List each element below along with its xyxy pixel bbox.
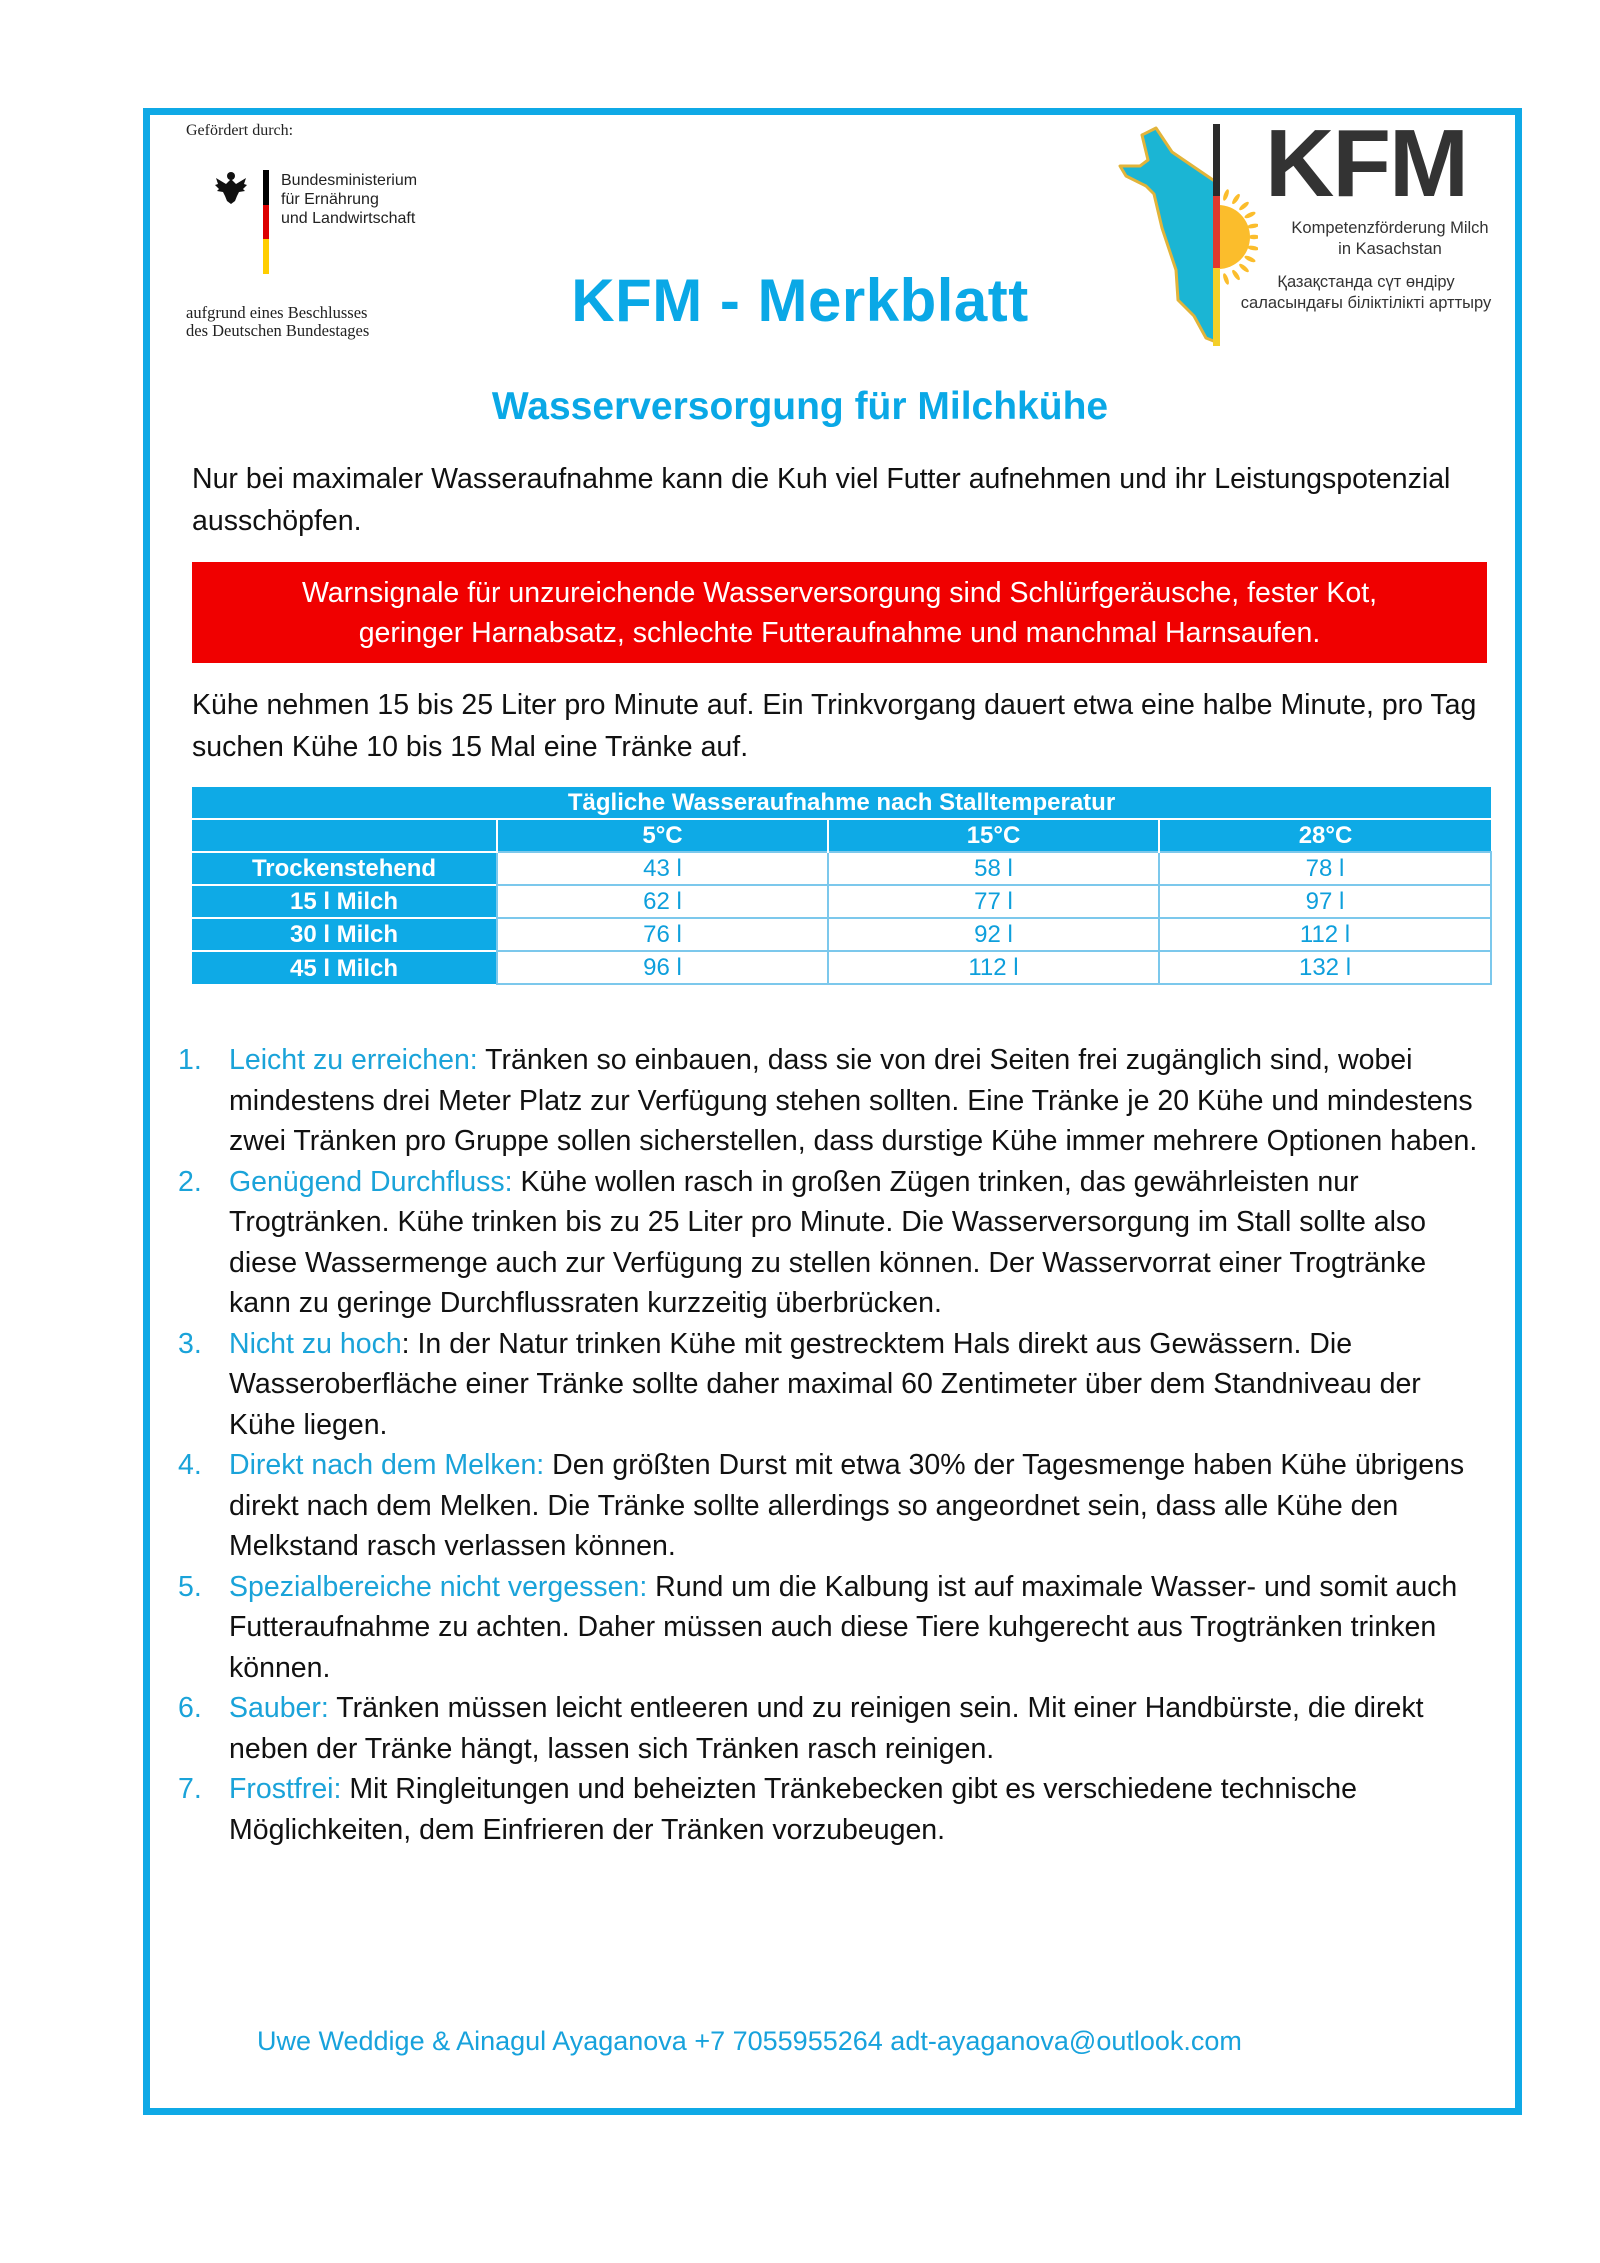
row-label: 15 l Milch: [192, 885, 497, 918]
row-label: 30 l Milch: [192, 918, 497, 951]
table-cell: 97 l: [1159, 885, 1491, 918]
table-row: [192, 885, 1491, 918]
kfm-subtitle-line: Қазақстанда сүт өндіру: [1277, 273, 1455, 291]
tip-heading: Frostfrei:: [229, 1773, 342, 1805]
tip-text: Den größten Durst mit etwa 30% der Tagesmenge haben Kühe übrigens direkt nach dem Melken. Die Tränke sollte allerdings so angeordnet sein, dass alle Kühe den Melkstand rasch verlassen können.: [229, 1449, 1465, 1562]
table-row: [192, 918, 1491, 951]
list-item: [178, 1567, 1478, 1689]
list-item: [178, 1040, 1478, 1162]
list-item: [178, 1688, 1478, 1769]
table-cell: 58 l: [828, 852, 1159, 885]
tip-text: Mit Ringleitungen und beheizten Tränkebecken gibt es verschiedene technische Möglichkeiten, dem Einfrieren der Tränken vorzubeugen.: [229, 1773, 1358, 1846]
footer-contact: [257, 2026, 1242, 2057]
table-cell: 62 l: [497, 885, 828, 918]
tips-list: [178, 1040, 1478, 1850]
footer-phone[interactable]: +7 7055955264: [694, 2026, 883, 2056]
ministry-line: und Landwirtschaft: [281, 210, 416, 227]
list-number: 5.: [178, 1570, 202, 1603]
table-cell: 96 l: [497, 951, 828, 984]
ministry-line: Bundesministerium: [281, 172, 418, 189]
list-item: [178, 1324, 1478, 1446]
tip-heading: Genügend Durchfluss:: [229, 1165, 513, 1198]
funding-label: Gefördert durch:: [186, 122, 294, 139]
tip-text: Tränken müssen leicht entleeren und zu reinigen sein. Mit einer Handbürste, die direkt neben der Tränke hängt, lassen sich Tränken rasch reinigen.: [229, 1692, 1424, 1765]
tip-heading: Nicht zu hoch: [229, 1327, 402, 1360]
kfm-subtitle-line: Kompetenzförderung Milch: [1291, 219, 1489, 237]
table-cell: 112 l: [828, 951, 1159, 984]
list-number: 7.: [178, 1773, 202, 1805]
tip-heading: Spezialbereiche nicht vergessen:: [229, 1570, 648, 1603]
list-number: 6.: [178, 1692, 202, 1724]
table-cell: 76 l: [497, 918, 828, 951]
table-corner-cell: [192, 819, 497, 852]
row-label: 45 l Milch: [192, 951, 497, 984]
warning-box: [192, 562, 1487, 663]
warning-line: geringer Harnabsatz, schlechte Futteraufnahme und manchmal Harnsaufen.: [358, 617, 1321, 649]
page-subtitle: Wasserversorgung für Milchkühe: [491, 385, 1109, 428]
tip-text: Tränken so einbauen, dass sie von drei Seiten frei zugänglich sind, wobei mindestens drei Meter Platz zur Verfügung stehen sollten. Eine Tränke je 20 Kühe und mindestens zwei Tränken pro Gruppe sollen sicherstellen, dass durstige Kühe immer mehrere Optionen haben.: [229, 1044, 1478, 1157]
tip-separator: [513, 1166, 521, 1198]
tip-separator: [647, 1571, 655, 1603]
water-intake-table: [192, 787, 1492, 985]
column-header: 28°C: [1159, 819, 1491, 852]
federal-eagle-icon: [214, 170, 248, 206]
table-cell: 132 l: [1159, 951, 1491, 984]
tip-text: Rund um die Kalbung ist auf maximale Wasser- und somit auch Futteraufnahme zu achten. Daher müssen auch diese Tiere kuhgerecht aus Trogtränken trinken können.: [229, 1570, 1458, 1684]
list-number: 4.: [178, 1449, 202, 1481]
intro-paragraph: Nur bei maximaler Wasseraufnahme kann die Kuh viel Futter aufnehmen und ihr Leistungspotenzial ausschöpfen.: [192, 463, 1451, 537]
warning-line: Warnsignale für unzureichende Wasserversorgung sind Schlürfgeräusche, fester Kot,: [301, 577, 1378, 609]
ministry-name: [281, 171, 417, 228]
list-item: [178, 1769, 1478, 1850]
column-header: 5°C: [497, 819, 828, 852]
table-row: [192, 951, 1491, 984]
table-row: [192, 852, 1491, 885]
tip-text: : In der Natur trinken Kühe mit gestrecktem Hals direkt aus Gewässern. Die Wasseroberfläche einer Tränke sollte daher maximal 60 Zentimeter über dem Standniveau der Kühe liegen.: [229, 1327, 1421, 1441]
list-item: [178, 1162, 1478, 1324]
list-item: [178, 1445, 1478, 1567]
tip-text: Kühe wollen rasch in großen Zügen trinken, das gewährleisten nur Trogtränken. Kühe trinken bis zu 25 Liter pro Minute. Die Wasserversorgung im Stall sollte also diese Wassermenge auch zur Verfügung zu stellen können. Der Wasservorrat einer Trogtränke kann zu geringe Durchflussraten kurzzeitig überbrücken.: [229, 1165, 1427, 1319]
kfm-logo-wordmark: KFM: [1265, 110, 1467, 217]
german-flag-bar: [263, 170, 269, 274]
page-title: KFM - Merkblatt: [571, 267, 1029, 334]
ministry-line: für Ernährung: [281, 191, 379, 208]
list-number: 2.: [178, 1165, 202, 1198]
footer-authors: Uwe Weddige & Ainagul Ayaganova: [257, 2026, 687, 2056]
footer-email-link[interactable]: adt-ayaganova@outlook.com: [890, 2026, 1242, 2056]
list-number: 3.: [178, 1327, 202, 1360]
table-cell: 112 l: [1159, 918, 1491, 951]
column-header: 15°C: [828, 819, 1159, 852]
kfm-subtitle-line: in Kasachstan: [1338, 240, 1442, 258]
tip-heading: Direkt nach dem Melken:: [229, 1449, 545, 1481]
tip-separator: [544, 1449, 552, 1481]
kfm-subtitle-line: саласындағы біліктілікті арттыру: [1240, 294, 1492, 312]
list-number: 1.: [178, 1044, 202, 1076]
table-cell: 43 l: [497, 852, 828, 885]
tip-heading: Leicht zu erreichen:: [229, 1044, 478, 1076]
table-cell: 77 l: [828, 885, 1159, 918]
kfm-subtitle-german: [1250, 218, 1530, 260]
table-cell: 92 l: [828, 918, 1159, 951]
tip-heading: Sauber:: [229, 1692, 329, 1724]
resolution-line: des Deutschen Bundestages: [186, 321, 370, 340]
table-caption: Tägliche Wasseraufnahme nach Stalltemperatur: [192, 787, 1491, 819]
row-label: Trockenstehend: [192, 852, 497, 885]
table-cell: 78 l: [1159, 852, 1491, 885]
drinking-info-paragraph: Kühe nehmen 15 bis 25 Liter pro Minute auf. Ein Trinkvorgang dauert etwa eine halbe Minute, pro Tag suchen Kühe 10 bis 15 Mal eine Tränke auf.: [192, 689, 1477, 763]
resolution-line: aufgrund eines Beschlusses: [186, 303, 368, 322]
